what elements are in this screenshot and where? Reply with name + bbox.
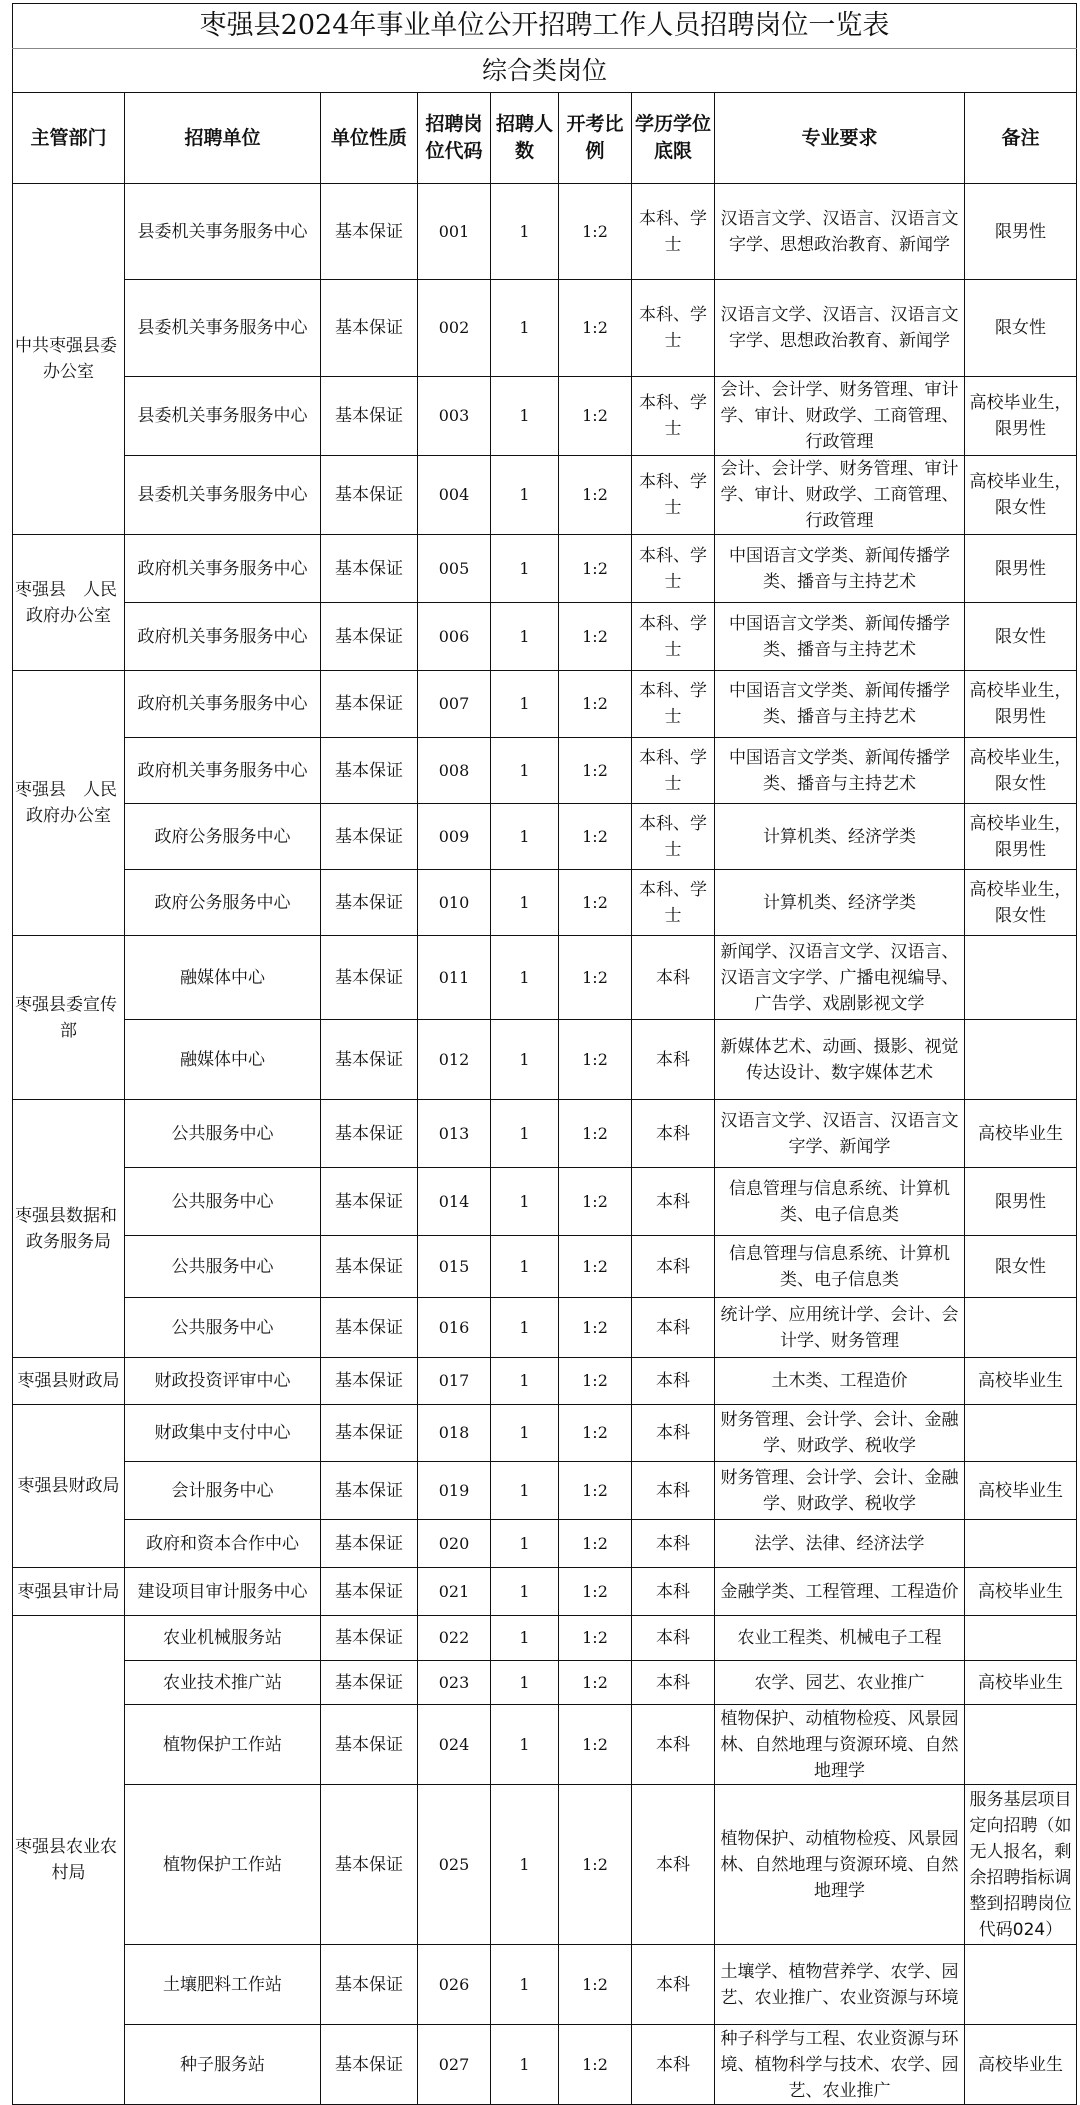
unit-cell: 土壤肥料工作站 bbox=[125, 1945, 321, 2025]
count-cell: 1 bbox=[491, 1100, 559, 1168]
edu-cell: 本科 bbox=[632, 1785, 715, 1945]
unit-cell: 县委机关事务服务中心 bbox=[125, 377, 321, 456]
major-cell: 新闻学、汉语言文学、汉语言、汉语言文字学、广播电视编导、广告学、戏剧影视文学 bbox=[715, 936, 965, 1020]
count-cell: 1 bbox=[491, 1020, 559, 1100]
code-cell: 023 bbox=[418, 1661, 491, 1705]
major-cell: 财务管理、会计学、会计、金融学、财政学、税收学 bbox=[715, 1462, 965, 1520]
table-row bbox=[13, 184, 1077, 280]
dept-cell: 枣强县财政局 bbox=[13, 1358, 125, 1405]
count-cell: 1 bbox=[491, 1616, 559, 1661]
major-cell: 计算机类、经济学类 bbox=[715, 870, 965, 936]
dept-cell: 枣强县数据和政务服务局 bbox=[13, 1100, 125, 1358]
unit-cell: 财政集中支付中心 bbox=[125, 1405, 321, 1462]
nature-cell: 基本保证 bbox=[321, 2025, 418, 2105]
count-cell: 1 bbox=[491, 1405, 559, 1462]
code-cell: 006 bbox=[418, 603, 491, 671]
ratio-cell: 1:2 bbox=[559, 870, 632, 936]
ratio-cell: 1:2 bbox=[559, 1100, 632, 1168]
unit-cell: 政府机关事务服务中心 bbox=[125, 738, 321, 804]
note-cell: 限男性 bbox=[965, 184, 1077, 280]
table-row bbox=[13, 456, 1077, 535]
table-row bbox=[13, 1568, 1077, 1616]
unit-cell: 会计服务中心 bbox=[125, 1462, 321, 1520]
major-cell: 会计、会计学、财务管理、审计学、审计、财政学、工商管理、行政管理 bbox=[715, 456, 965, 535]
table-row bbox=[13, 1100, 1077, 1168]
count-cell: 1 bbox=[491, 1358, 559, 1405]
unit-cell: 县委机关事务服务中心 bbox=[125, 184, 321, 280]
count-cell: 1 bbox=[491, 377, 559, 456]
nature-cell: 基本保证 bbox=[321, 870, 418, 936]
edu-cell: 本科 bbox=[632, 1020, 715, 1100]
code-cell: 009 bbox=[418, 804, 491, 870]
note-cell bbox=[965, 1298, 1077, 1358]
table-row bbox=[13, 1462, 1077, 1520]
count-cell: 1 bbox=[491, 738, 559, 804]
edu-cell: 本科 bbox=[632, 1168, 715, 1236]
edu-cell: 本科 bbox=[632, 1705, 715, 1785]
table-row bbox=[13, 1358, 1077, 1405]
note-cell: 高校毕业生 bbox=[965, 1462, 1077, 1520]
edu-cell: 本科、学士 bbox=[632, 535, 715, 603]
count-cell: 1 bbox=[491, 1236, 559, 1298]
count-cell: 1 bbox=[491, 1520, 559, 1568]
unit-cell: 公共服务中心 bbox=[125, 1298, 321, 1358]
major-cell: 中国语言文学类、新闻传播学类、播音与主持艺术 bbox=[715, 671, 965, 738]
code-cell: 019 bbox=[418, 1462, 491, 1520]
count-cell: 1 bbox=[491, 1298, 559, 1358]
count-cell: 1 bbox=[491, 671, 559, 738]
table-row bbox=[13, 377, 1077, 456]
major-cell: 植物保护、动植物检疫、风景园林、自然地理与资源环境、自然地理学 bbox=[715, 1785, 965, 1945]
ratio-cell: 1:2 bbox=[559, 1661, 632, 1705]
major-cell: 信息管理与信息系统、计算机类、电子信息类 bbox=[715, 1236, 965, 1298]
unit-cell: 公共服务中心 bbox=[125, 1100, 321, 1168]
ratio-cell: 1:2 bbox=[559, 603, 632, 671]
code-cell: 021 bbox=[418, 1568, 491, 1616]
unit-cell: 种子服务站 bbox=[125, 2025, 321, 2105]
table-row bbox=[13, 1168, 1077, 1236]
code-cell: 012 bbox=[418, 1020, 491, 1100]
count-cell: 1 bbox=[491, 2025, 559, 2105]
edu-cell: 本科 bbox=[632, 1945, 715, 2025]
note-cell bbox=[965, 1616, 1077, 1661]
unit-cell: 融媒体中心 bbox=[125, 1020, 321, 1100]
note-cell bbox=[965, 1705, 1077, 1785]
nature-cell: 基本保证 bbox=[321, 1705, 418, 1785]
table-row bbox=[13, 1236, 1077, 1298]
dept-cell: 枣强县委宣传部 bbox=[13, 936, 125, 1100]
table-row bbox=[13, 1661, 1077, 1705]
ratio-cell: 1:2 bbox=[559, 1358, 632, 1405]
unit-cell: 植物保护工作站 bbox=[125, 1785, 321, 1945]
major-cell: 新媒体艺术、动画、摄影、视觉传达设计、数字媒体艺术 bbox=[715, 1020, 965, 1100]
code-cell: 026 bbox=[418, 1945, 491, 2025]
note-cell: 限女性 bbox=[965, 280, 1077, 377]
header-code: 招聘岗位代码 bbox=[418, 93, 491, 184]
count-cell: 1 bbox=[491, 1462, 559, 1520]
nature-cell: 基本保证 bbox=[321, 1298, 418, 1358]
edu-cell: 本科 bbox=[632, 1520, 715, 1568]
code-cell: 020 bbox=[418, 1520, 491, 1568]
major-cell: 汉语言文学、汉语言、汉语言文字学、思想政治教育、新闻学 bbox=[715, 184, 965, 280]
nature-cell: 基本保证 bbox=[321, 1661, 418, 1705]
nature-cell: 基本保证 bbox=[321, 377, 418, 456]
table-row bbox=[13, 1945, 1077, 2025]
nature-cell: 基本保证 bbox=[321, 804, 418, 870]
edu-cell: 本科、学士 bbox=[632, 280, 715, 377]
unit-cell: 政府公务服务中心 bbox=[125, 804, 321, 870]
major-cell: 种子科学与工程、农业资源与环境、植物科学与技术、农学、园艺、农业推广 bbox=[715, 2025, 965, 2105]
unit-cell: 政府机关事务服务中心 bbox=[125, 671, 321, 738]
nature-cell: 基本保证 bbox=[321, 1405, 418, 1462]
edu-cell: 本科 bbox=[632, 1358, 715, 1405]
unit-cell: 县委机关事务服务中心 bbox=[125, 280, 321, 377]
nature-cell: 基本保证 bbox=[321, 936, 418, 1020]
edu-cell: 本科、学士 bbox=[632, 377, 715, 456]
ratio-cell: 1:2 bbox=[559, 1462, 632, 1520]
edu-cell: 本科 bbox=[632, 1100, 715, 1168]
dept-cell: 枣强县 人民政府办公室 bbox=[13, 535, 125, 671]
major-cell: 中国语言文学类、新闻传播学类、播音与主持艺术 bbox=[715, 738, 965, 804]
note-cell: 高校毕业生，限男性 bbox=[965, 804, 1077, 870]
note-cell: 限女性 bbox=[965, 603, 1077, 671]
major-cell: 法学、法律、经济法学 bbox=[715, 1520, 965, 1568]
note-cell: 限男性 bbox=[965, 1168, 1077, 1236]
note-cell bbox=[965, 1945, 1077, 2025]
code-cell: 007 bbox=[418, 671, 491, 738]
ratio-cell: 1:2 bbox=[559, 2025, 632, 2105]
code-cell: 016 bbox=[418, 1298, 491, 1358]
count-cell: 1 bbox=[491, 1168, 559, 1236]
table-row bbox=[13, 2025, 1077, 2105]
count-cell: 1 bbox=[491, 936, 559, 1020]
ratio-cell: 1:2 bbox=[559, 738, 632, 804]
major-cell: 信息管理与信息系统、计算机类、电子信息类 bbox=[715, 1168, 965, 1236]
unit-cell: 县委机关事务服务中心 bbox=[125, 456, 321, 535]
edu-cell: 本科 bbox=[632, 1462, 715, 1520]
ratio-cell: 1:2 bbox=[559, 280, 632, 377]
major-cell: 土壤学、植物营养学、农学、园艺、农业推广、农业资源与环境 bbox=[715, 1945, 965, 2025]
dept-cell: 中共枣强县委办公室 bbox=[13, 184, 125, 535]
ratio-cell: 1:2 bbox=[559, 1616, 632, 1661]
code-cell: 010 bbox=[418, 870, 491, 936]
edu-cell: 本科、学士 bbox=[632, 870, 715, 936]
nature-cell: 基本保证 bbox=[321, 1168, 418, 1236]
dept-cell: 枣强县审计局 bbox=[13, 1568, 125, 1616]
ratio-cell: 1:2 bbox=[559, 1568, 632, 1616]
code-cell: 001 bbox=[418, 184, 491, 280]
nature-cell: 基本保证 bbox=[321, 738, 418, 804]
nature-cell: 基本保证 bbox=[321, 1520, 418, 1568]
edu-cell: 本科、学士 bbox=[632, 603, 715, 671]
nature-cell: 基本保证 bbox=[321, 1945, 418, 2025]
ratio-cell: 1:2 bbox=[559, 1945, 632, 2025]
unit-cell: 建设项目审计服务中心 bbox=[125, 1568, 321, 1616]
unit-cell: 公共服务中心 bbox=[125, 1168, 321, 1236]
code-cell: 017 bbox=[418, 1358, 491, 1405]
nature-cell: 基本保证 bbox=[321, 280, 418, 377]
header-unit: 招聘单位 bbox=[125, 93, 321, 184]
edu-cell: 本科 bbox=[632, 1298, 715, 1358]
table-row bbox=[13, 936, 1077, 1020]
edu-cell: 本科、学士 bbox=[632, 184, 715, 280]
nature-cell: 基本保证 bbox=[321, 1236, 418, 1298]
note-cell: 高校毕业生，限女性 bbox=[965, 456, 1077, 535]
count-cell: 1 bbox=[491, 1705, 559, 1785]
unit-cell: 财政投资评审中心 bbox=[125, 1358, 321, 1405]
edu-cell: 本科、学士 bbox=[632, 671, 715, 738]
header-nature: 单位性质 bbox=[321, 93, 418, 184]
header-dept: 主管部门 bbox=[13, 93, 125, 184]
nature-cell: 基本保证 bbox=[321, 456, 418, 535]
note-cell: 限男性 bbox=[965, 535, 1077, 603]
edu-cell: 本科 bbox=[632, 1661, 715, 1705]
unit-cell: 融媒体中心 bbox=[125, 936, 321, 1020]
note-cell: 高校毕业生，限男性 bbox=[965, 671, 1077, 738]
header-edu: 学历学位底限 bbox=[632, 93, 715, 184]
major-cell: 土木类、工程造价 bbox=[715, 1358, 965, 1405]
note-cell: 高校毕业生 bbox=[965, 2025, 1077, 2105]
ratio-cell: 1:2 bbox=[559, 1168, 632, 1236]
count-cell: 1 bbox=[491, 1945, 559, 2025]
nature-cell: 基本保证 bbox=[321, 184, 418, 280]
table-row bbox=[13, 603, 1077, 671]
count-cell: 1 bbox=[491, 870, 559, 936]
edu-cell: 本科 bbox=[632, 1616, 715, 1661]
major-cell: 汉语言文学、汉语言、汉语言文字学、思想政治教育、新闻学 bbox=[715, 280, 965, 377]
table-row bbox=[13, 535, 1077, 603]
count-cell: 1 bbox=[491, 280, 559, 377]
ratio-cell: 1:2 bbox=[559, 1405, 632, 1462]
count-cell: 1 bbox=[491, 456, 559, 535]
header-ratio: 开考比例 bbox=[559, 93, 632, 184]
code-cell: 015 bbox=[418, 1236, 491, 1298]
code-cell: 003 bbox=[418, 377, 491, 456]
dept-cell: 枣强县财政局 bbox=[13, 1405, 125, 1568]
page-title: 枣强县2024年事业单位公开招聘工作人员招聘岗位一览表 bbox=[13, 4, 1077, 49]
note-cell: 高校毕业生 bbox=[965, 1661, 1077, 1705]
table-row bbox=[13, 1705, 1077, 1785]
unit-cell: 农业技术推广站 bbox=[125, 1661, 321, 1705]
unit-cell: 公共服务中心 bbox=[125, 1236, 321, 1298]
note-cell: 服务基层项目定向招聘（如无人报名，剩余招聘指标调整到招聘岗位代码024） bbox=[965, 1785, 1077, 1945]
note-cell: 高校毕业生，限女性 bbox=[965, 738, 1077, 804]
note-cell: 高校毕业生 bbox=[965, 1568, 1077, 1616]
code-cell: 013 bbox=[418, 1100, 491, 1168]
major-cell: 农业工程类、机械电子工程 bbox=[715, 1616, 965, 1661]
major-cell: 汉语言文学、汉语言、汉语言文字学、新闻学 bbox=[715, 1100, 965, 1168]
ratio-cell: 1:2 bbox=[559, 1236, 632, 1298]
header-count: 招聘人数 bbox=[491, 93, 559, 184]
table-row bbox=[13, 671, 1077, 738]
count-cell: 1 bbox=[491, 1785, 559, 1945]
table-row bbox=[13, 804, 1077, 870]
note-cell: 限女性 bbox=[965, 1236, 1077, 1298]
nature-cell: 基本保证 bbox=[321, 1462, 418, 1520]
code-cell: 025 bbox=[418, 1785, 491, 1945]
code-cell: 005 bbox=[418, 535, 491, 603]
nature-cell: 基本保证 bbox=[321, 1568, 418, 1616]
nature-cell: 基本保证 bbox=[321, 671, 418, 738]
edu-cell: 本科 bbox=[632, 1568, 715, 1616]
major-cell: 金融学类、工程管理、工程造价 bbox=[715, 1568, 965, 1616]
edu-cell: 本科、学士 bbox=[632, 738, 715, 804]
code-cell: 027 bbox=[418, 2025, 491, 2105]
recruitment-table bbox=[12, 3, 1077, 2105]
code-cell: 008 bbox=[418, 738, 491, 804]
header-note: 备注 bbox=[965, 93, 1077, 184]
table-row bbox=[13, 1520, 1077, 1568]
code-cell: 022 bbox=[418, 1616, 491, 1661]
unit-cell: 政府公务服务中心 bbox=[125, 870, 321, 936]
code-cell: 002 bbox=[418, 280, 491, 377]
edu-cell: 本科 bbox=[632, 936, 715, 1020]
note-cell: 高校毕业生，限男性 bbox=[965, 377, 1077, 456]
count-cell: 1 bbox=[491, 184, 559, 280]
dept-cell: 枣强县 人民政府办公室 bbox=[13, 671, 125, 936]
dept-cell: 枣强县农业农村局 bbox=[13, 1616, 125, 2105]
ratio-cell: 1:2 bbox=[559, 1705, 632, 1785]
nature-cell: 基本保证 bbox=[321, 535, 418, 603]
header-major: 专业要求 bbox=[715, 93, 965, 184]
count-cell: 1 bbox=[491, 535, 559, 603]
table-row bbox=[13, 280, 1077, 377]
count-cell: 1 bbox=[491, 804, 559, 870]
ratio-cell: 1:2 bbox=[559, 936, 632, 1020]
unit-cell: 植物保护工作站 bbox=[125, 1705, 321, 1785]
note-cell bbox=[965, 1520, 1077, 1568]
code-cell: 004 bbox=[418, 456, 491, 535]
count-cell: 1 bbox=[491, 1568, 559, 1616]
code-cell: 011 bbox=[418, 936, 491, 1020]
unit-cell: 政府机关事务服务中心 bbox=[125, 535, 321, 603]
major-cell: 会计、会计学、财务管理、审计学、审计、财政学、工商管理、行政管理 bbox=[715, 377, 965, 456]
ratio-cell: 1:2 bbox=[559, 377, 632, 456]
ratio-cell: 1:2 bbox=[559, 1298, 632, 1358]
nature-cell: 基本保证 bbox=[321, 1358, 418, 1405]
table-row bbox=[13, 1405, 1077, 1462]
count-cell: 1 bbox=[491, 603, 559, 671]
note-cell bbox=[965, 936, 1077, 1020]
ratio-cell: 1:2 bbox=[559, 804, 632, 870]
note-cell: 高校毕业生 bbox=[965, 1100, 1077, 1168]
table-row bbox=[13, 870, 1077, 936]
major-cell: 中国语言文学类、新闻传播学类、播音与主持艺术 bbox=[715, 603, 965, 671]
major-cell: 植物保护、动植物检疫、风景园林、自然地理与资源环境、自然地理学 bbox=[715, 1705, 965, 1785]
code-cell: 024 bbox=[418, 1705, 491, 1785]
edu-cell: 本科、学士 bbox=[632, 804, 715, 870]
edu-cell: 本科 bbox=[632, 1405, 715, 1462]
edu-cell: 本科 bbox=[632, 1236, 715, 1298]
nature-cell: 基本保证 bbox=[321, 1785, 418, 1945]
major-cell: 财务管理、会计学、会计、金融学、财政学、税收学 bbox=[715, 1405, 965, 1462]
note-cell: 高校毕业生，限女性 bbox=[965, 870, 1077, 936]
table-row bbox=[13, 1020, 1077, 1100]
note-cell: 高校毕业生 bbox=[965, 1358, 1077, 1405]
ratio-cell: 1:2 bbox=[559, 184, 632, 280]
ratio-cell: 1:2 bbox=[559, 535, 632, 603]
major-cell: 统计学、应用统计学、会计、会计学、财务管理 bbox=[715, 1298, 965, 1358]
nature-cell: 基本保证 bbox=[321, 1616, 418, 1661]
note-cell bbox=[965, 1405, 1077, 1462]
table-row bbox=[13, 1785, 1077, 1945]
code-cell: 014 bbox=[418, 1168, 491, 1236]
edu-cell: 本科 bbox=[632, 2025, 715, 2105]
table-row bbox=[13, 738, 1077, 804]
unit-cell: 政府机关事务服务中心 bbox=[125, 603, 321, 671]
count-cell: 1 bbox=[491, 1661, 559, 1705]
note-cell bbox=[965, 1020, 1077, 1100]
unit-cell: 农业机械服务站 bbox=[125, 1616, 321, 1661]
nature-cell: 基本保证 bbox=[321, 603, 418, 671]
ratio-cell: 1:2 bbox=[559, 1785, 632, 1945]
code-cell: 018 bbox=[418, 1405, 491, 1462]
ratio-cell: 1:2 bbox=[559, 456, 632, 535]
table-row bbox=[13, 1616, 1077, 1661]
nature-cell: 基本保证 bbox=[321, 1100, 418, 1168]
unit-cell: 政府和资本合作中心 bbox=[125, 1520, 321, 1568]
ratio-cell: 1:2 bbox=[559, 671, 632, 738]
major-cell: 农学、园艺、农业推广 bbox=[715, 1661, 965, 1705]
major-cell: 中国语言文学类、新闻传播学类、播音与主持艺术 bbox=[715, 535, 965, 603]
section-title: 综合类岗位 bbox=[13, 49, 1077, 93]
nature-cell: 基本保证 bbox=[321, 1020, 418, 1100]
edu-cell: 本科、学士 bbox=[632, 456, 715, 535]
major-cell: 计算机类、经济学类 bbox=[715, 804, 965, 870]
ratio-cell: 1:2 bbox=[559, 1520, 632, 1568]
ratio-cell: 1:2 bbox=[559, 1020, 632, 1100]
table-row bbox=[13, 1298, 1077, 1358]
